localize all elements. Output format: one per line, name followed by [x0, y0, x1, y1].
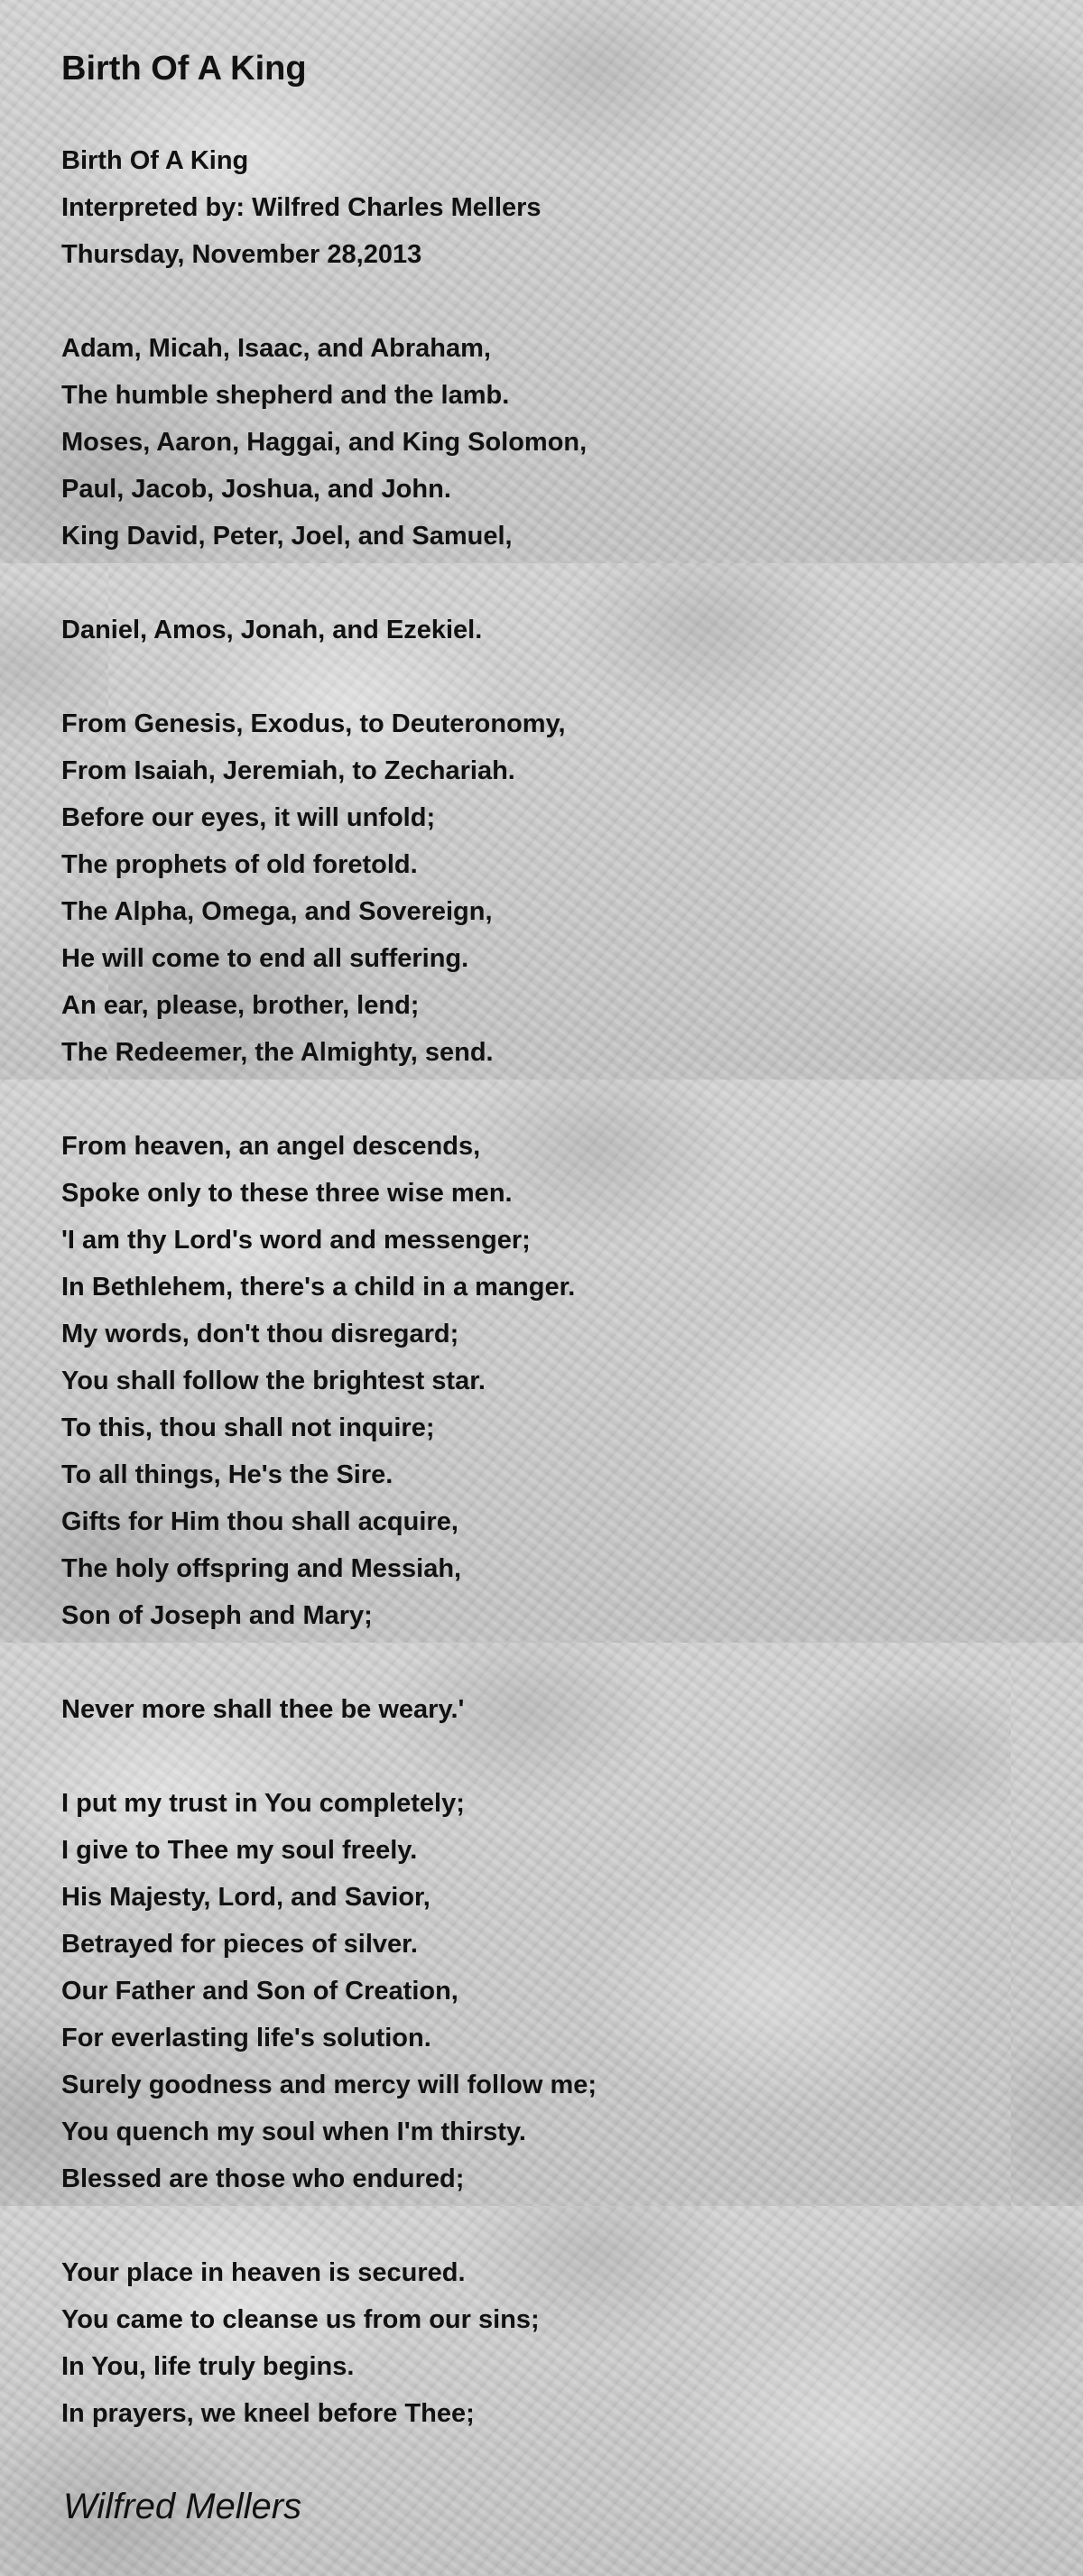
poem-line: Moses, Aaron, Haggai, and King Solomon,: [61, 428, 588, 457]
poem-line: Paul, Jacob, Joshua, and John.: [61, 475, 451, 504]
poem-line: Blessed are those who endured;: [61, 2164, 465, 2193]
poem-line: Never more shall thee be weary.': [61, 1695, 465, 1724]
stanza-break: [61, 1076, 597, 1123]
poem-line: Son of Joseph and Mary;: [61, 1601, 373, 1630]
poem-line: In prayers, we kneel before Thee;: [61, 2399, 475, 2428]
poem-line: Before our eyes, it will unfold;: [61, 803, 436, 832]
poem-line: The prophets of old foretold.: [61, 850, 418, 879]
poem-line: Spoke only to these three wise men.: [61, 1179, 513, 1208]
poem-card: [0, 0, 1083, 92]
poem-line: Betrayed for pieces of silver.: [61, 1930, 418, 1959]
poem-line: Your place in heaven is secured.: [61, 2258, 466, 2287]
poem-line: The Redeemer, the Almighty, send.: [61, 1038, 494, 1067]
poem-line: The humble shepherd and the lamb.: [61, 381, 510, 410]
poem-line: You shall follow the brightest star.: [61, 1367, 486, 1395]
poem-line: You quench my soul when I'm thirsty.: [61, 2117, 526, 2146]
poem-line: In You, life truly begins.: [61, 2352, 355, 2381]
poem-line: From Genesis, Exodus, to Deuteronomy,: [61, 709, 566, 738]
poem-line: In Bethlehem, there's a child in a manger.: [61, 1273, 576, 1302]
stanza-break: [61, 2202, 597, 2249]
poem-line: An ear, please, brother, lend;: [61, 991, 420, 1020]
poem-line: Interpreted by: Wilfred Charles Mellers: [61, 193, 542, 222]
poem-line: From heaven, an angel descends,: [61, 1132, 481, 1161]
poem-body: [61, 137, 597, 2437]
author-signature: Wilfred Mellers: [63, 2487, 302, 2526]
stanza-break: [61, 560, 597, 607]
poem-line: His Majesty, Lord, and Savior,: [61, 1883, 430, 1912]
poem-line: I give to Thee my soul freely.: [61, 1836, 418, 1865]
poem-line: He will come to end all suffering.: [61, 944, 469, 973]
stanza-break: [61, 1639, 597, 1686]
stanza-break: [61, 653, 597, 700]
stanza-break: [61, 278, 597, 325]
poem-line: 'I am thy Lord's word and messenger;: [61, 1226, 531, 1255]
poem-line: I put my trust in You completely;: [61, 1789, 465, 1818]
poem-line: Birth Of A King: [61, 146, 249, 175]
poem-line: For everlasting life's solution.: [61, 2024, 431, 2052]
poem-line: To this, thou shall not inquire;: [61, 1413, 435, 1442]
poem-line: The holy offspring and Messiah,: [61, 1554, 462, 1583]
poem-line: Thursday, November 28,2013: [61, 240, 422, 269]
stanza-break: [61, 1733, 597, 1780]
poem-line: Our Father and Son of Creation,: [61, 1977, 458, 2006]
poem-line: To all things, He's the Sire.: [61, 1460, 393, 1489]
poem-line: Adam, Micah, Isaac, and Abraham,: [61, 334, 491, 363]
poem-line: Surely goodness and mercy will follow me;: [61, 2071, 597, 2099]
poem-line: Gifts for Him thou shall acquire,: [61, 1507, 458, 1536]
poem-line: The Alpha, Omega, and Sovereign,: [61, 897, 493, 926]
page-title: Birth Of A King: [61, 50, 307, 88]
poem-line: From Isaiah, Jeremiah, to Zechariah.: [61, 756, 515, 785]
poem-line: My words, don't thou disregard;: [61, 1320, 459, 1348]
poem-line: King David, Peter, Joel, and Samuel,: [61, 522, 513, 551]
poem-line: You came to cleanse us from our sins;: [61, 2305, 540, 2334]
poem-line: Daniel, Amos, Jonah, and Ezekiel.: [61, 616, 483, 644]
